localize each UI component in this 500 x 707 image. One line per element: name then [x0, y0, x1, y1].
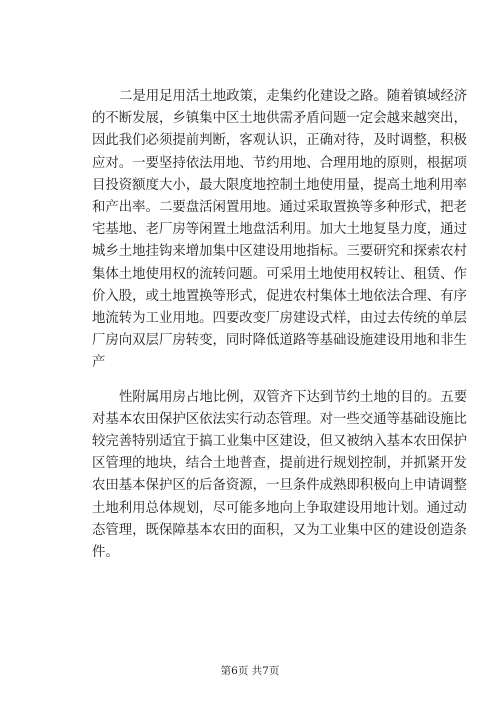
text-line: 和产出率。二要盘活闲置用地。通过采取置换等多种形式，把老	[92, 200, 467, 216]
text-line: 应对。一要坚持依法用地、节约用地、合理用地的原则，根据项	[92, 155, 467, 171]
page-number-footer: 第6页 共7页	[220, 665, 280, 677]
text-line: 因此我们必须提前判断，客观认识，正确对待，及时调整，积极	[92, 133, 467, 149]
paragraph-land-policy	[92, 86, 468, 375]
text-line: 态管理，既保障基本农田的面积，又为工业集中区的建设创造条	[92, 522, 467, 538]
text-line: 集体土地使用权的流转问题。可采用土地使用权转让、租赁、作	[92, 266, 467, 282]
text-line: 性附属用房占地比例，双管齐下达到节约土地的目的。五要	[119, 389, 468, 405]
paragraph-farmland-management	[92, 387, 468, 565]
text-line: 的不断发展，乡镇集中区土地供需矛盾问题一定会越来越突出，	[92, 111, 467, 127]
text-line: 产	[92, 355, 106, 371]
body-text	[92, 86, 468, 564]
text-line: 城乡土地挂钩来增加集中区建设用地指标。三要研究和探索农村	[92, 244, 467, 260]
text-line: 宅基地、老厂房等闲置土地盘活利用。加大土地复垦力度，通过	[92, 222, 467, 238]
paragraph-gap	[92, 375, 410, 387]
text-line: 土地利用总体规划，尽可能多地向上争取建设用地计划。通过动	[92, 500, 467, 516]
text-line: 价入股，或土地置换等形式，促进农村集体土地依法合理、有序	[92, 288, 467, 304]
text-line: 区管理的地块，结合土地普查，提前进行规划控制，并抓紧开发	[92, 456, 467, 472]
text-line: 对基本农田保护区依法实行动态管理。对一些交通等基础设施比	[92, 411, 467, 427]
text-line: 较完善特别适宜于搞工业集中区建设，但又被纳入基本农田保护	[92, 434, 467, 450]
text-line: 地流转为工业用地。四要改变厂房建设式样，由过去传统的单层	[92, 311, 467, 327]
text-line: 厂房向双层厂房转变，同时降低道路等基础设施建设用地和非生	[92, 333, 467, 349]
text-line: 件。	[92, 545, 119, 561]
text-line: 二是用足用活土地政策，走集约化建设之路。随着镇域经济	[119, 89, 468, 104]
text-line: 目投资额度大小，最大限度地控制土地使用量，提高土地利用率	[92, 177, 467, 193]
text-line: 农田基本保护区的后备资源，一旦条件成熟即积极向上申请调整	[92, 478, 467, 494]
